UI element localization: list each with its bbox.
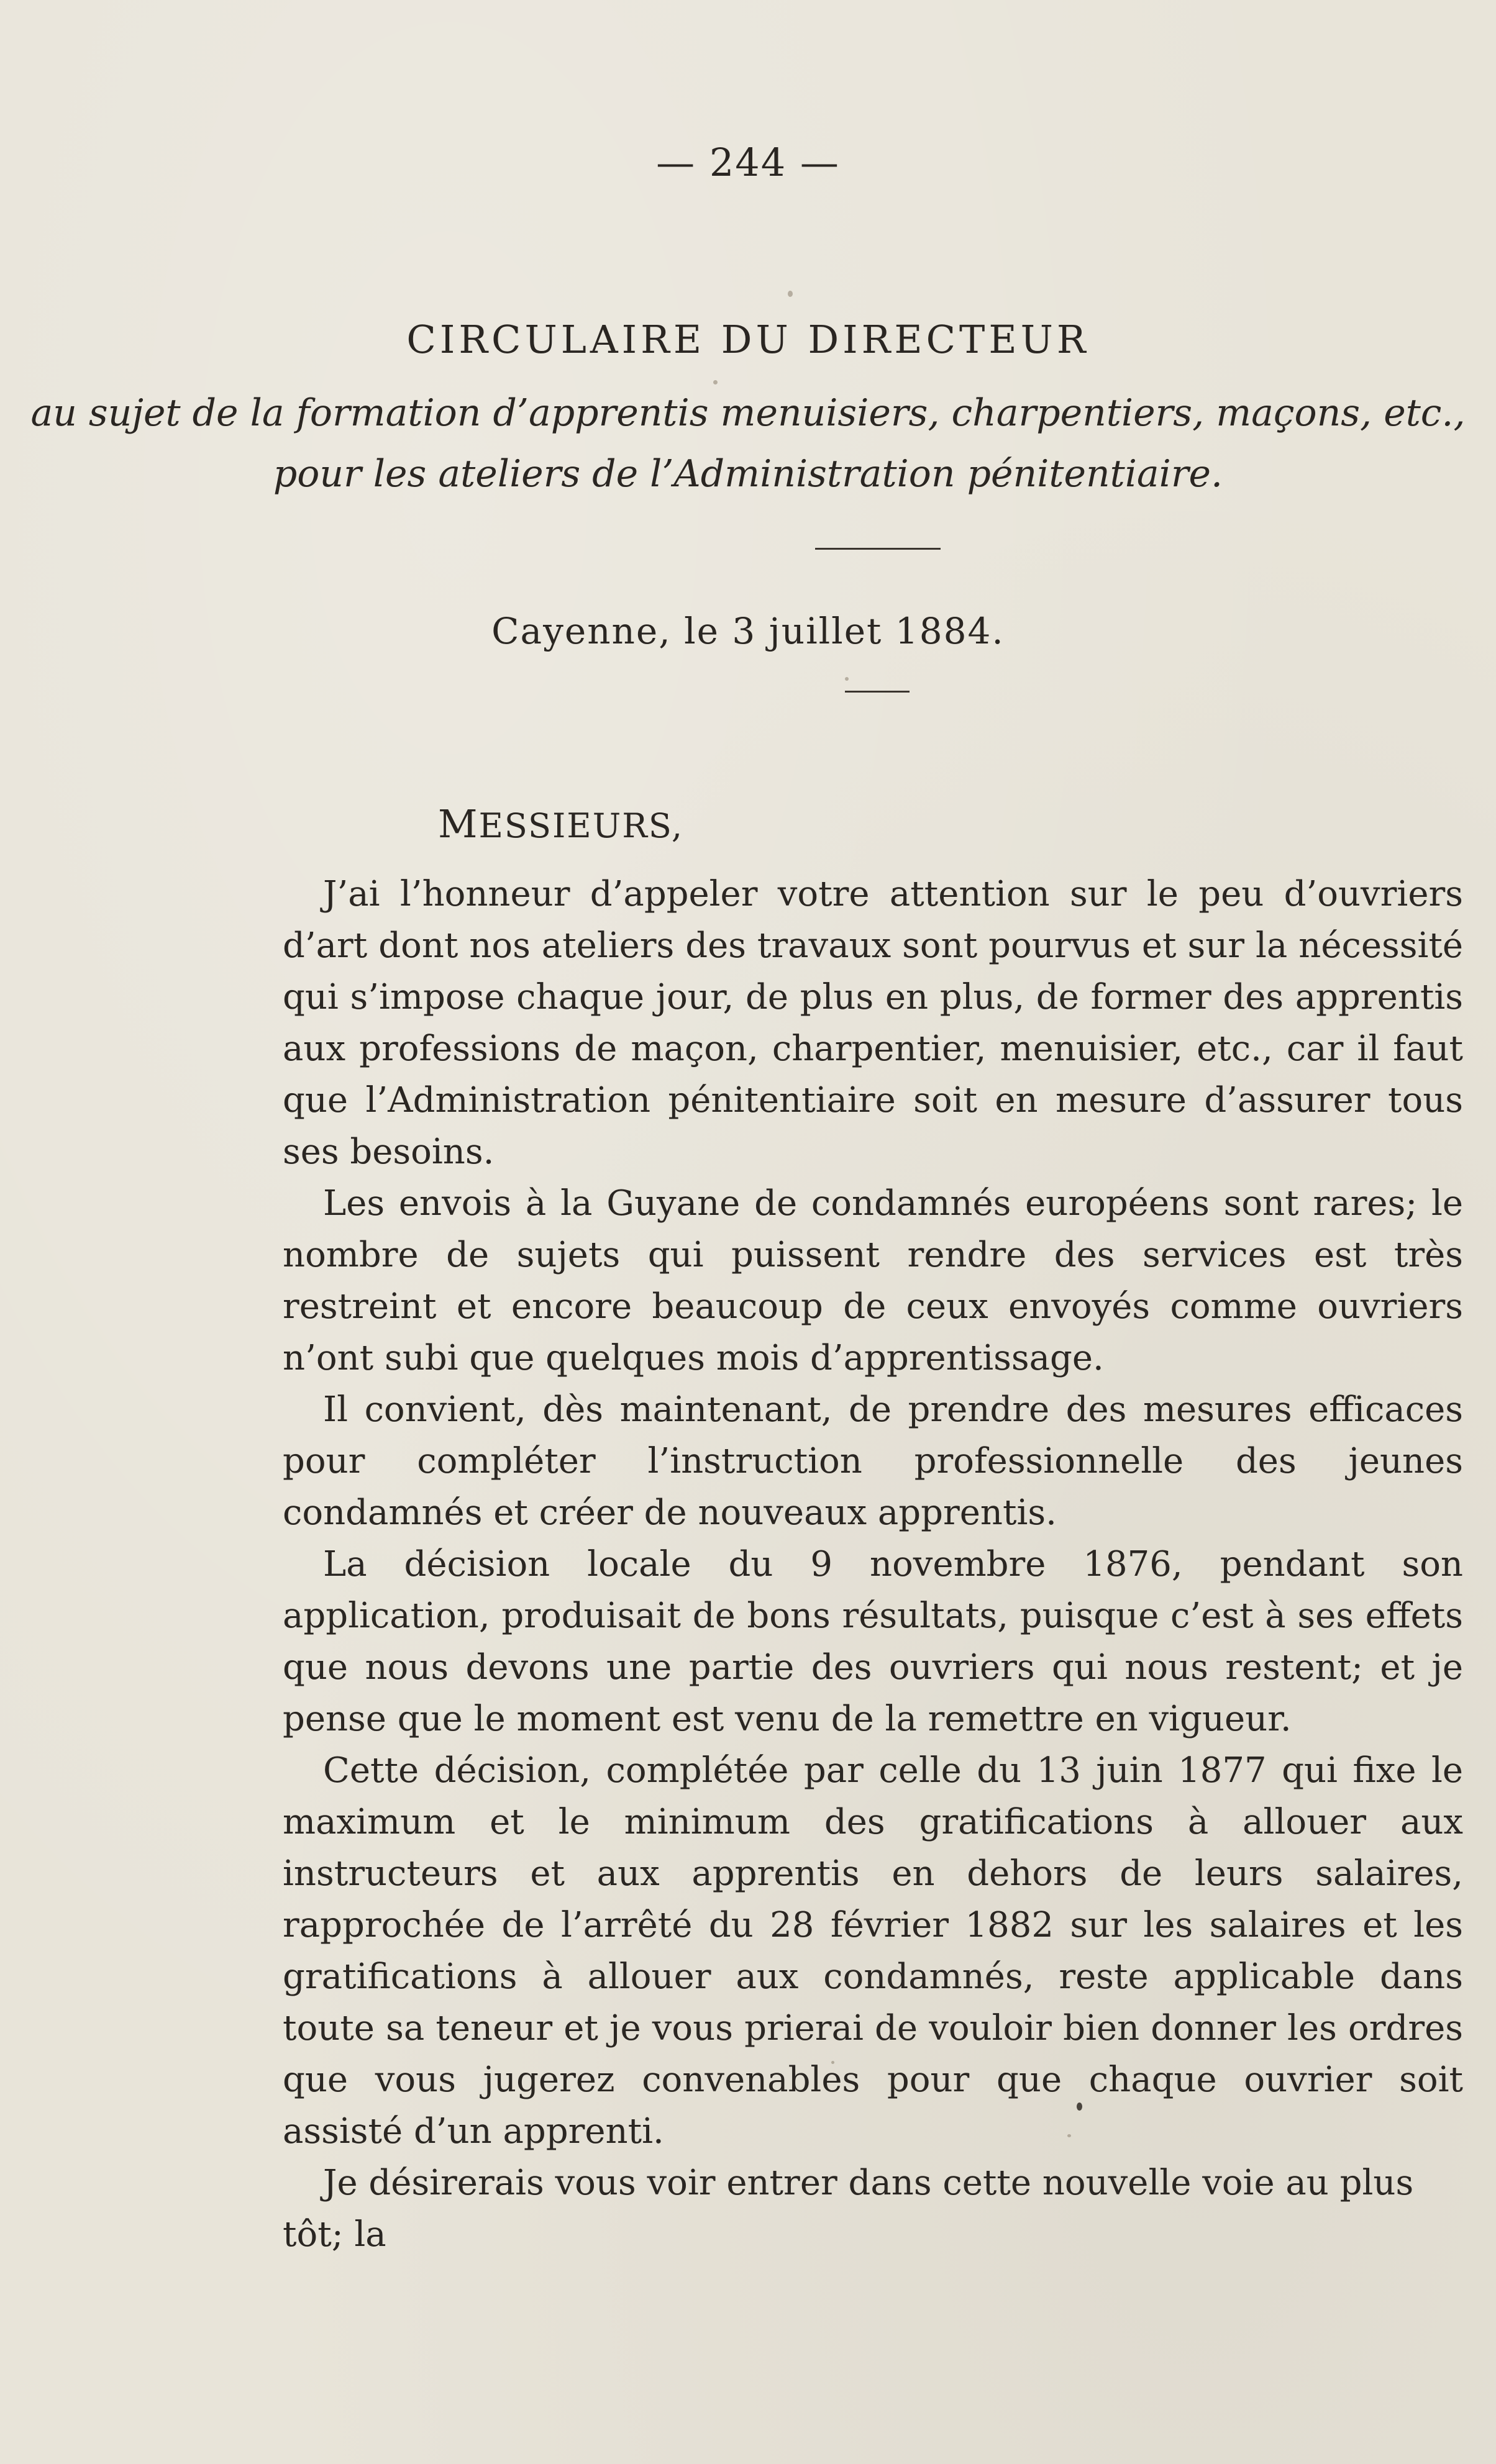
separator-rule (815, 548, 941, 550)
separator-rule-short (845, 691, 910, 693)
paragraph: J’ai l’honneur d’appeler votre attention sur le peu d’ouvriers d’art dont nos ateliers des travaux sont pourvus et sur la nécessité qui s’impose chaque jour, de plus en plus, de former des apprentis aux professions de maçon, charpentier, menuisier, etc., car il faut que l’Administration pénitentiaire soit en mesure d’assurer tous ses besoins. (283, 874, 1463, 1172)
letter-body (283, 868, 1463, 2260)
paper-speck (788, 291, 793, 297)
dateline: Cayenne, le 3 juillet 1884. (491, 610, 1005, 652)
paragraph: La décision locale du 9 novembre 1876, pendant son application, produisait de bons résultats, puisque c’est à ses effets que nous devons une partie des ouvriers qui nous restent; et je pense que le moment est venu de la remettre en vigueur. (283, 1544, 1463, 1739)
paragraph: Je désirerais vous voir entrer dans cette nouvelle voie au plus tôt; la (283, 2163, 1414, 2255)
paper-speck (845, 677, 849, 681)
page-number: — 244 — (656, 140, 840, 185)
document-subtitle-line-2: pour les ateliers de l’Administration pénitentiaire. (273, 452, 1223, 496)
paragraph: Les envois à la Guyane de condamnés européens sont rares; le nombre de sujets qui puissent rendre des services est très restreint et encore beaucoup de ceux envoyés comme ouvriers n’ont subi que quelques mois d’apprentissage. (283, 1183, 1463, 1378)
document-title: CIRCULAIRE DU DIRECTEUR (406, 317, 1090, 362)
paragraph: Cette décision, complétée par celle du 13 juin 1877 qui fixe le maximum et le minimum des gratifications à allouer aux instructeurs et aux apprentis en dehors de leurs salaires, rapprochée de l’arrêté du 28 février 1882 sur les salaires et les gratifications à allouer aux condamnés, reste applicable dans toute sa teneur et je vous prierai de vouloir bien donner les ordres que vous jugerez convenables pour que chaque ouvrier soit assisté d’un apprenti. (283, 1750, 1463, 2152)
paper-speck (713, 380, 718, 384)
salutation: MESSIEURS, (438, 801, 684, 847)
document-subtitle-line-1: au sujet de la formation d’apprentis menuisiers, charpentiers, maçons, etc., (30, 391, 1466, 435)
paragraph: Il convient, dès maintenant, de prendre des mesures efficaces pour compléter l’instruction professionnelle des jeunes condamnés et créer de nouveaux apprentis. (283, 1389, 1463, 1533)
